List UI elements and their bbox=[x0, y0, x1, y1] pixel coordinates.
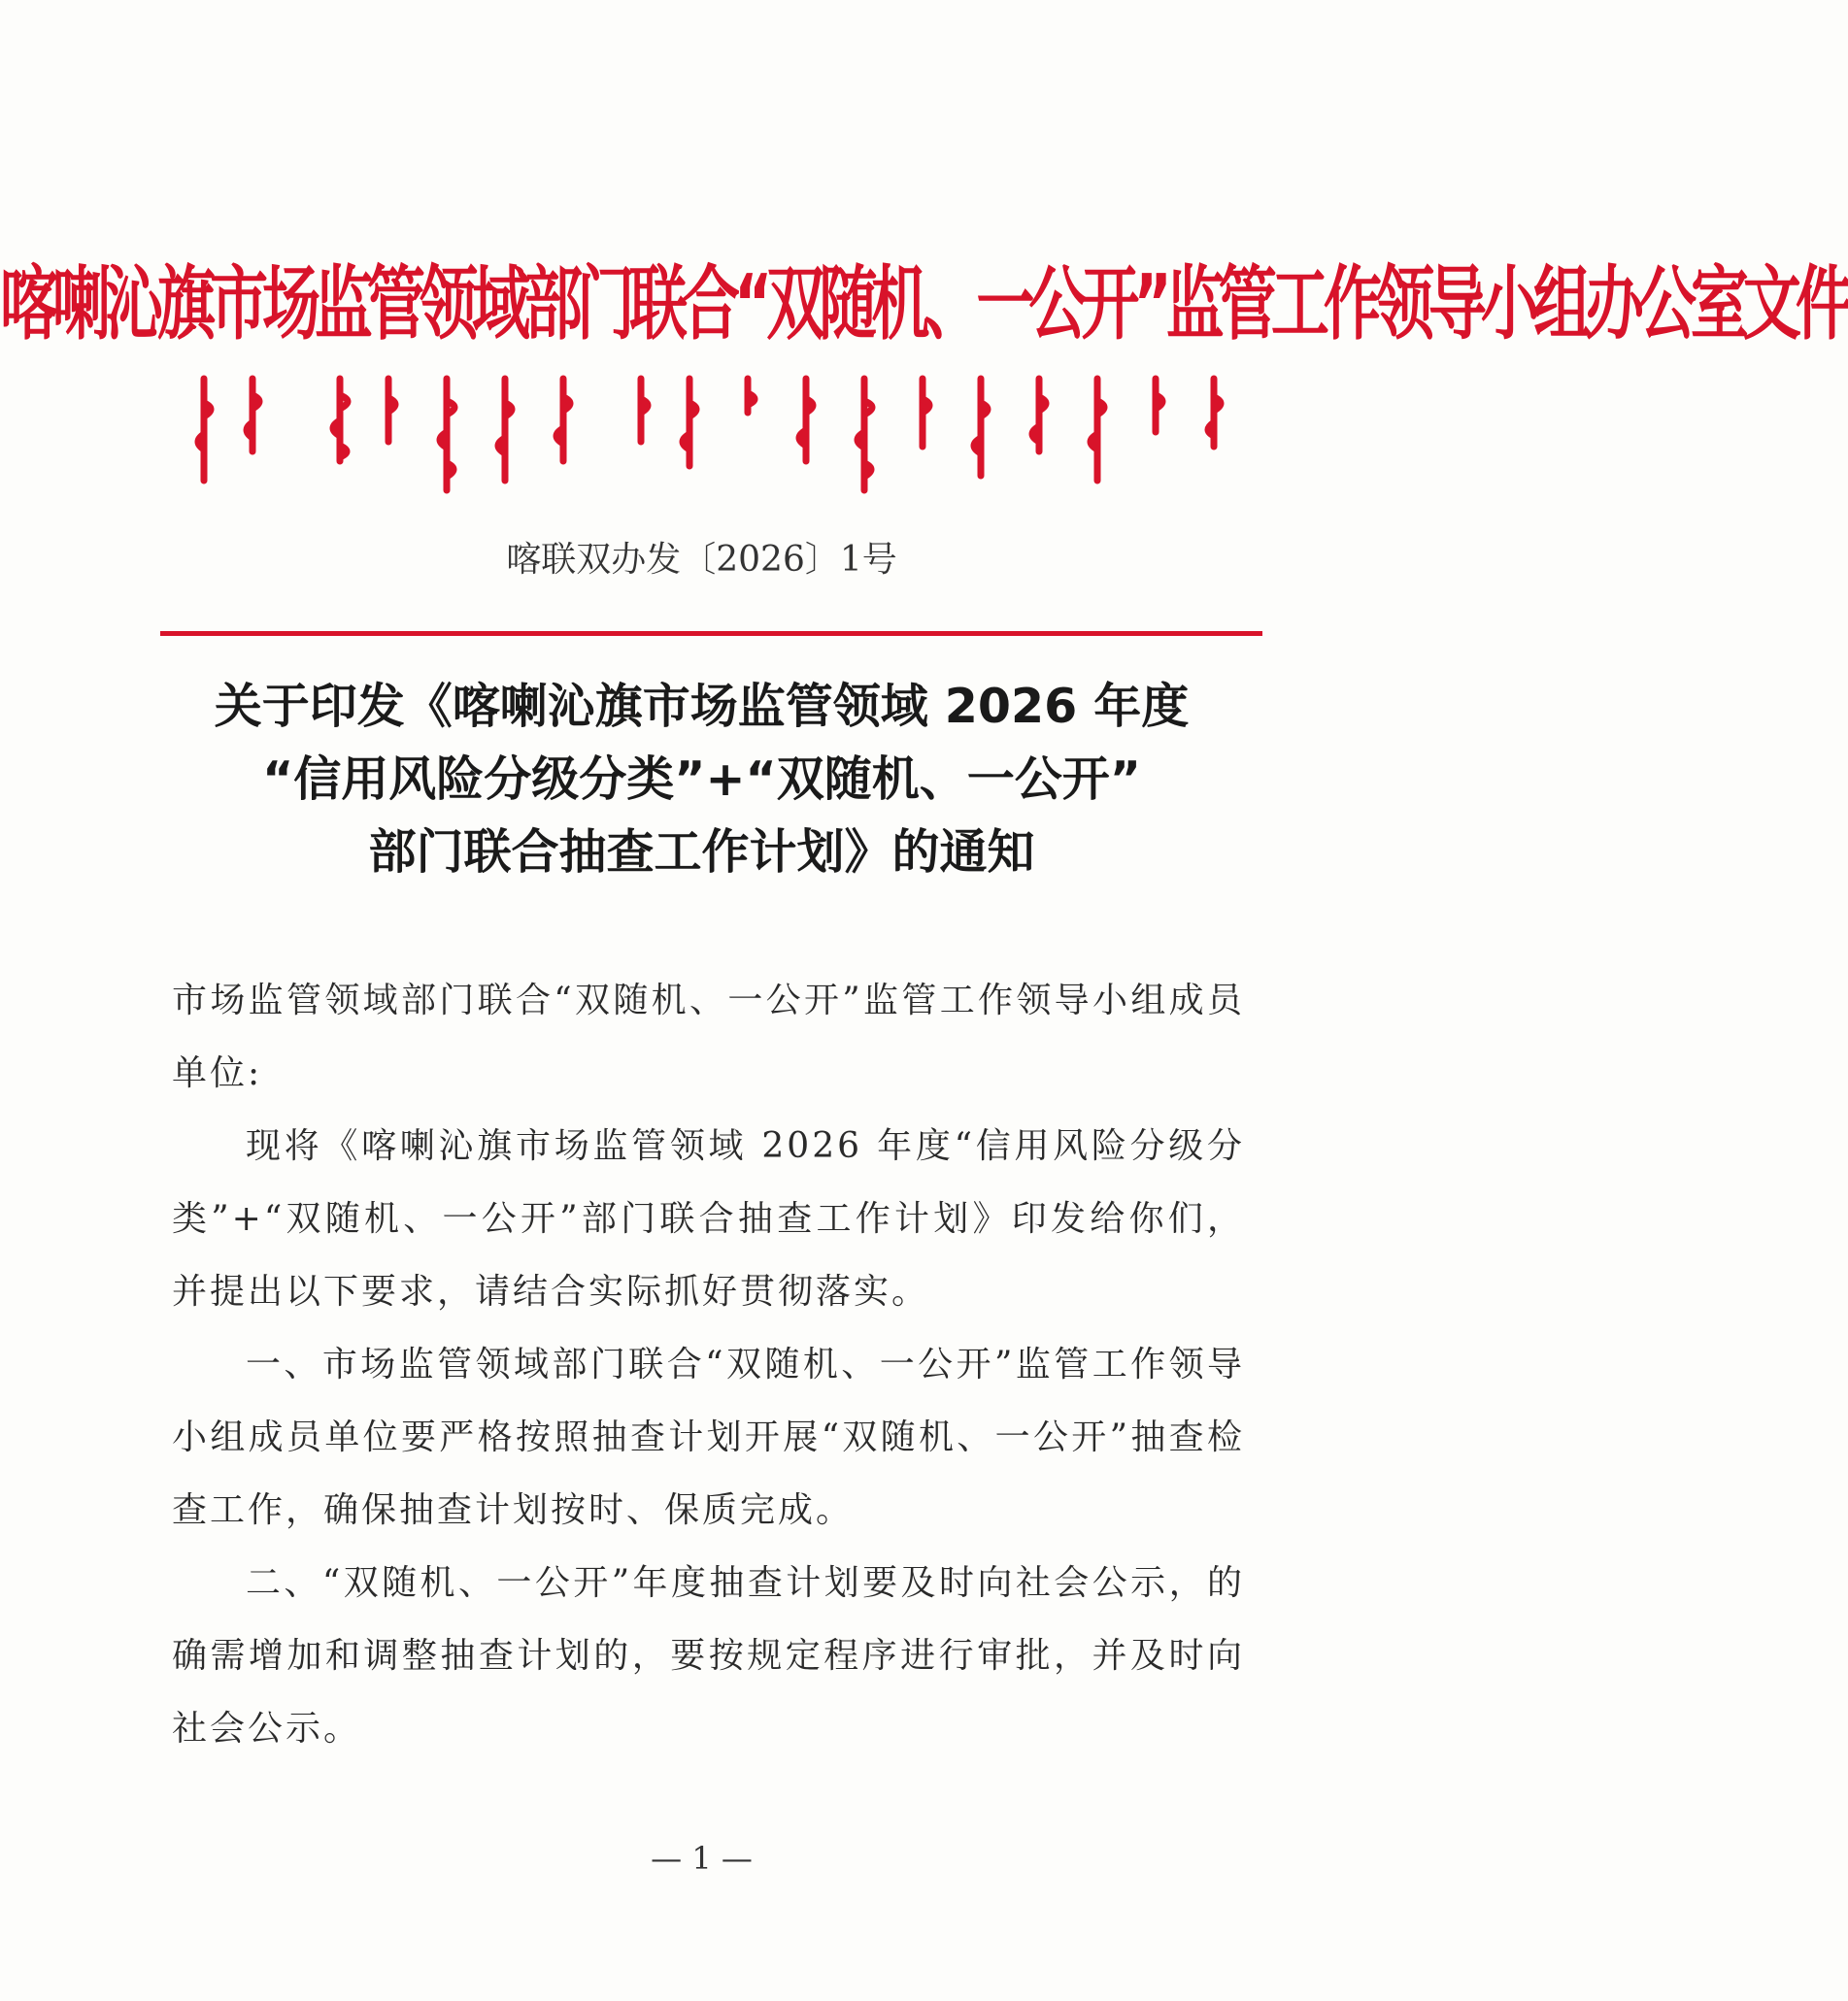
notice-title-line: 关于印发《喀喇沁旗市场监管领域 2026 年度 bbox=[214, 679, 1190, 734]
page-number: — 1 — bbox=[651, 1840, 753, 1877]
body-paragraph: 二、“双随机、一公开”年度抽查计划要及时向社会公示，的确需增加和调整抽查计划的，要按规定程序进行审批，并及时向社会公示。 bbox=[172, 1563, 1245, 1749]
notice-title bbox=[0, 670, 1403, 888]
mongolian-script-header bbox=[185, 374, 1253, 495]
body-paragraph: 现将《喀喇沁旗市场监管领域 2026 年度“信用风险分级分类”+“双随机、一公开”部门联合抽查工作计划》印发给你们，并提出以下要求，请结合实际抓好贯彻落实。 bbox=[172, 1126, 1245, 1312]
notice-title-line: “信用风险分级分类”+“双随机、一公开” bbox=[262, 751, 1141, 807]
body-paragraph: 一、市场监管领域部门联合“双随机、一公开”监管工作领导小组成员单位要严格按照抽查计划开展“双随机、一公开”抽查检查工作，确保抽查计划按时、保质完成。 bbox=[172, 1345, 1245, 1530]
notice-title-line: 部门联合抽查工作计划》的通知 bbox=[368, 824, 1035, 880]
notice-body bbox=[172, 964, 1245, 1765]
document-number: 喀联双办发〔2026〕1号 bbox=[506, 540, 897, 580]
salutation-paragraph: 市场监管领域部门联合“双随机、一公开”监管工作领导小组成员单位: bbox=[172, 981, 1245, 1093]
red-divider-line bbox=[160, 631, 1262, 636]
issuer-red-header: 喀喇沁旗市场监管领域部门联合“双随机、一公开”监管工作领导小组办公室文件 bbox=[0, 257, 1848, 352]
